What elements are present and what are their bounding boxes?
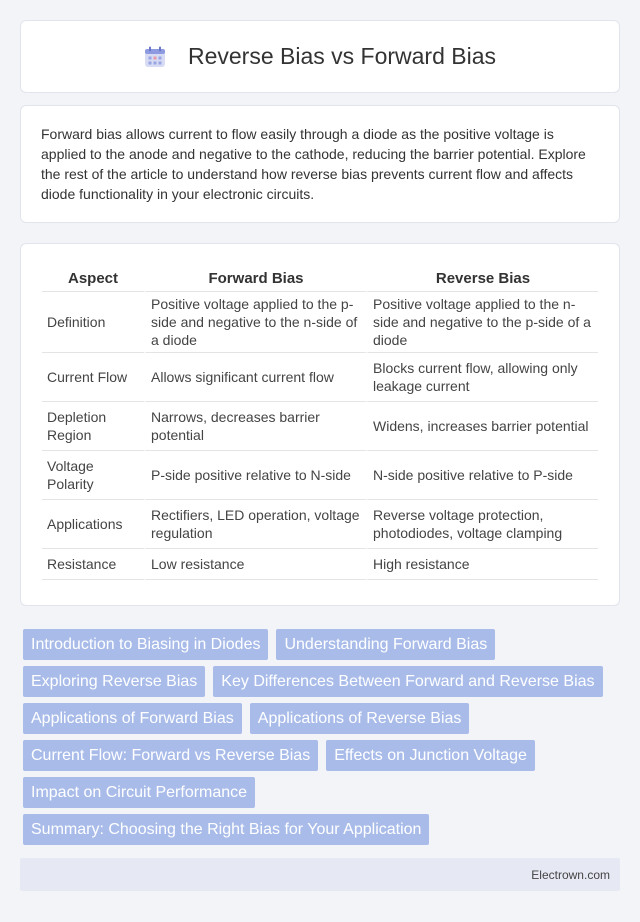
table-cell: Reverse voltage protection, photodiodes, voltage clamping xyxy=(366,500,598,549)
footer-brand[interactable]: Electrown.com xyxy=(531,867,610,882)
table-cell: Applications xyxy=(42,500,144,549)
header-reverse-bias: Reverse Bias xyxy=(366,266,598,292)
link-introduction-to-biasing[interactable]: Introduction to Biasing in Diodes xyxy=(23,629,268,660)
table-cell: Positive voltage applied to the n-side and negative to the p-side of a diode xyxy=(366,292,598,353)
related-links xyxy=(23,629,623,851)
table-cell: Widens, increases barrier potential xyxy=(366,402,598,451)
table-cell: P-side positive relative to N-side xyxy=(144,451,366,500)
table-cell: Current Flow xyxy=(42,353,144,402)
table-cell: Positive voltage applied to the p-side and negative to the n-side of a diode xyxy=(144,292,366,353)
table-row xyxy=(42,451,598,500)
table-cell: Rectifiers, LED operation, voltage regulation xyxy=(144,500,366,549)
table-row xyxy=(42,292,598,353)
link-junction-voltage[interactable]: Effects on Junction Voltage xyxy=(326,740,535,771)
title-card xyxy=(20,20,620,93)
table-cell: Depletion Region xyxy=(42,402,144,451)
link-row xyxy=(23,703,623,734)
table-header-row xyxy=(42,266,598,292)
calendar-icon xyxy=(144,46,166,68)
table-row xyxy=(42,500,598,549)
link-row xyxy=(23,740,623,771)
table-cell: N-side positive relative to P-side xyxy=(366,451,598,500)
table-row xyxy=(42,549,598,580)
table-cell: Blocks current flow, allowing only leakage current xyxy=(366,353,598,402)
link-circuit-performance[interactable]: Impact on Circuit Performance xyxy=(23,777,255,808)
link-applications-forward-bias[interactable]: Applications of Forward Bias xyxy=(23,703,242,734)
link-current-flow[interactable]: Current Flow: Forward vs Reverse Bias xyxy=(23,740,318,771)
footer xyxy=(20,858,620,891)
header-aspect: Aspect xyxy=(42,266,144,292)
page-title: Reverse Bias vs Forward Bias xyxy=(187,43,497,69)
intro-card xyxy=(20,105,620,223)
link-row xyxy=(23,814,623,845)
table-cell: Definition xyxy=(42,292,144,353)
table-cell: High resistance xyxy=(366,549,598,580)
table-cell: Voltage Polarity xyxy=(42,451,144,500)
table-row xyxy=(42,353,598,402)
link-summary[interactable]: Summary: Choosing the Right Bias for Your Application xyxy=(23,814,429,845)
link-exploring-reverse-bias[interactable]: Exploring Reverse Bias xyxy=(23,666,205,697)
table-cell: Low resistance xyxy=(144,549,366,580)
header-forward-bias: Forward Bias xyxy=(144,266,366,292)
table-cell: Narrows, decreases barrier potential xyxy=(144,402,366,451)
link-row xyxy=(23,777,623,808)
comparison-table xyxy=(42,266,598,580)
link-key-differences[interactable]: Key Differences Between Forward and Reverse Bias xyxy=(213,666,602,697)
table-cell: Resistance xyxy=(42,549,144,580)
link-row xyxy=(23,629,623,660)
link-row xyxy=(23,666,623,697)
table-row xyxy=(42,402,598,451)
intro-text: Forward bias allows current to flow easily through a diode as the positive voltage is applied to the anode and negative to the cathode, reducing the barrier potential. Explore the rest of the article to understand how reverse bias prevents current flow and affects diode functionality in your electronic circuits. xyxy=(41,126,586,202)
comparison-table-card xyxy=(20,243,620,606)
link-applications-reverse-bias[interactable]: Applications of Reverse Bias xyxy=(250,703,470,734)
link-understanding-forward-bias[interactable]: Understanding Forward Bias xyxy=(276,629,495,660)
table-cell: Allows significant current flow xyxy=(144,353,366,402)
